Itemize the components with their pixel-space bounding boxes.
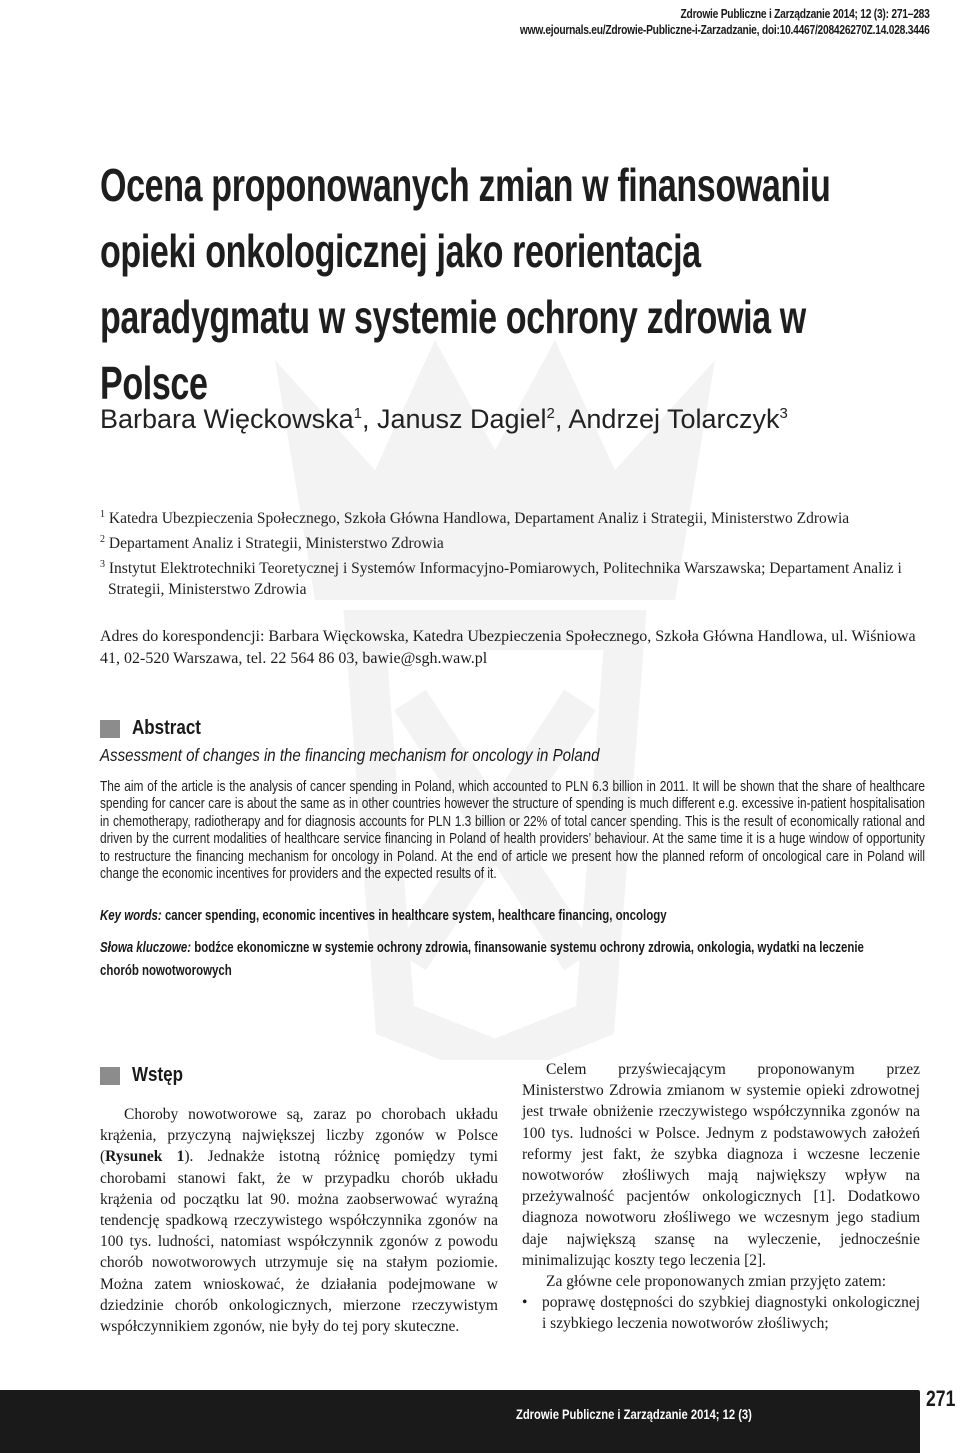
abstract-text: The aim of the article is the analysis of cancer spending in Poland, which accounted to PLN 6.3 billion in 2011. It will be shown that the share of healthcare spending for cancer care is about the same as in other countries however the structure of spending is much different e.g. excessive in-patient hospitalisation in chemotherapy, radiotherapy and for diagnosis accounts for PLN 1.3 billion or 22% of total cancer spending. This is the result of economically rational and driven by the current modalities of healthcare service financing in Poland of health providers’ behaviour. At the same time it is a huge window of opportunity to restructure the financing mechanism for oncology in Poland. At the end of article we present how the planned reform of oncological care in Poland will change the economic incentives for providers and the expected results of it.: [100, 779, 925, 883]
journal-header: [520, 6, 930, 38]
keywords-text: bodźce ekonomiczne w systemie ochrony zdrowia, finansowanie systemu ochrony zdrowia, onkologia, wydatki na leczenie chorób nowotworowych: [100, 940, 864, 979]
footer-journal: Zdrowie Publiczne i Zarządzanie 2014; 12 (3): [516, 1406, 752, 1422]
correspondence-address: Adres do korespondencji: Barbara Więckowska, Katedra Ubezpieczenia Społecznego, Szkoła Główna Handlowa, ul. Wiśniowa 41, 02-520 Warszawa, tel. 22 564 86 03, bawie@sgh.waw.pl: [100, 628, 916, 667]
intro-paragraph: Choroby nowotworowe są, zaraz po chorobach układu krążenia, przyczyną największej liczby zgonów w Polsce (Rysunek 1). Jednakże istotną różnicę pomiędzy tymi chorobami stanowi fakt, że w przypadku chorób układu krążenia od początku lat 90. można zaobserwować wyraźną tendencję spadkową rzeczywistego współczynnika zgonów na 100 tys. ludności, natomiast współczynnik zgonów z powodu chorób nowotworowych utrzymuje się na stałym poziomie. Można zatem wnioskować, że działania podejmowane w dziedzinie chorób onkologicznych, mierzone rzeczywistym współczynnikiem zgonów, nie były do tej pory skuteczne.: [100, 1106, 498, 1336]
abstract-heading: Abstract: [100, 717, 213, 740]
journal-reference: Zdrowie Publiczne i Zarządzanie 2014; 12 (3): 271–283: [680, 7, 930, 21]
section-marker-icon: [100, 720, 120, 738]
figure-reference[interactable]: Rysunek 1: [105, 1148, 185, 1166]
author-name: Andrzej Tolarczyk: [568, 404, 780, 434]
page-number: 271: [926, 1386, 956, 1411]
affiliation-marker: 2: [546, 405, 555, 422]
author-name: Janusz Dagiel: [376, 404, 547, 434]
intro-heading: Wstęp: [100, 1064, 192, 1087]
keywords-label: Słowa kluczowe:: [100, 940, 192, 956]
affiliation-marker: 1: [353, 405, 362, 422]
abstract-subtitle: Assessment of changes in the financing mechanism for oncology in Poland: [100, 745, 600, 765]
author-list: Barbara Więckowska$^1$, Janusz Dagiel$^2$, Andrzej Tolarczyk$^3$: [100, 404, 788, 434]
goals-list: [522, 1292, 920, 1334]
affiliations: [100, 504, 925, 600]
keywords-text: cancer spending, economic incentives in healthcare system, healthcare financing, oncology: [164, 908, 667, 924]
affiliation-item: $^2$ Departament Analiz i Strategii, Ministerstwo Zdrowia: [100, 534, 444, 553]
left-column: [100, 1104, 498, 1337]
affiliation-item: $^3$ Instytut Elektrotechniki Teoretycznej i Systemów Informacyjno-Pomiarowych, Politechnika Warszawska; Departament Analiz i Strategii, Ministerstwo Zdrowia: [100, 559, 902, 599]
intro-paragraph: Celem przyświecającym proponowanym przez Ministerstwo Zdrowia zmianom w systemie opieki zdrowotnej jest trwałe obniżenie rzeczywistego współczynnika zgonów na 100 tys. ludności w Polsce. Jednym z podstawowych założeń reformy jest fakt, że szybka diagnoza i wczesne leczenie nowotworów złośliwych mają największy wpływ na przeżywalność pacjentów onkologicznych [1]. Dodatkowo diagnoza nowotworu złośliwego we wczesnym jego stadium daje największą szansę na wyleczenie, jednocześnie minimalizując koszty tego leczenia [2].: [522, 1061, 920, 1269]
footer-bar: [0, 1390, 920, 1453]
affiliation-marker: 3: [779, 405, 788, 422]
article-title: Ocena proponowanych zmian w finansowaniu opieki onkologicznej jako reorientacja paradygmatu w systemie ochrony zdrowia w Polsce: [100, 159, 831, 409]
author-name: Barbara Więckowska: [100, 404, 354, 434]
journal-url-doi: www.ejournals.eu/Zdrowie-Publiczne-i-Zarzadzanie, doi:10.4467/208426270Z.14.028.3446: [520, 23, 930, 37]
keywords-pl: [100, 937, 890, 983]
intro-paragraph: Za główne cele proponowanych zmian przyjęto zatem:: [546, 1273, 887, 1291]
right-column: [522, 1059, 920, 1335]
affiliation-item: $^1$ Katedra Ubezpieczenia Społecznego, Szkoła Główna Handlowa, Departament Analiz i Strategii, Ministerstwo Zdrowia: [100, 509, 850, 528]
keywords-en: [100, 905, 890, 928]
section-marker-icon: [100, 1067, 120, 1085]
keywords-label: Key words:: [100, 908, 162, 924]
list-item: • poprawę dostępności do szybkiej diagnostyki onkologicznej i szybkiego leczenia nowotworów złośliwych;: [542, 1292, 920, 1334]
